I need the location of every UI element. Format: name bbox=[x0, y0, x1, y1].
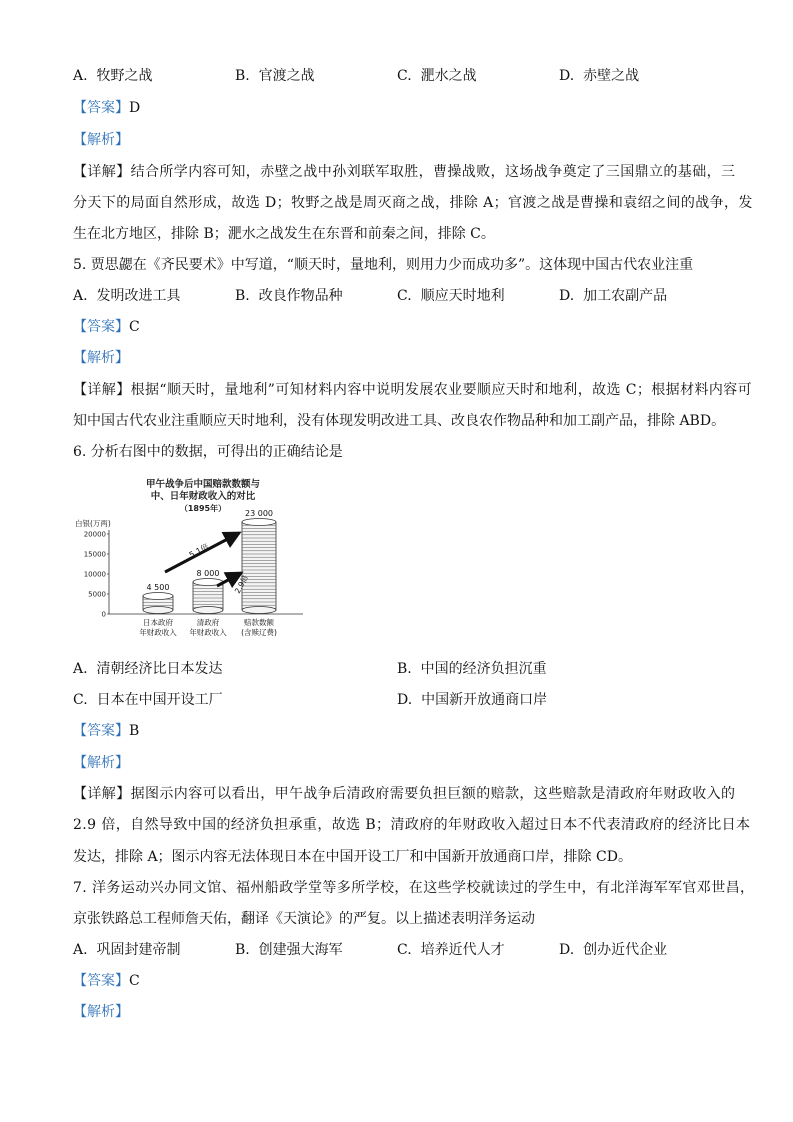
q4-option-a: A. 牧野之战 bbox=[73, 68, 153, 84]
q6-option-c: C. 日本在中国开设工厂 bbox=[73, 692, 223, 708]
q7-answer-label: 【答案】 bbox=[73, 973, 129, 989]
chart-value-label: 8 000 bbox=[196, 569, 220, 578]
q4-answer bbox=[73, 99, 140, 117]
q6-stem: 6. 分析右图中的数据，可得出的正确结论是 bbox=[73, 444, 343, 460]
q5-option-b-text: 改良作物品种 bbox=[258, 288, 343, 304]
chart-y-tick-label: 20000 bbox=[83, 530, 106, 539]
chart-title bbox=[146, 478, 261, 513]
chart-annotation-5-1: 5.1倍 bbox=[187, 542, 211, 560]
q6-option-a-text: 清朝经济比日本发达 bbox=[96, 661, 223, 677]
q7-answer-value: C bbox=[129, 973, 140, 989]
q5-analysis-label: 【解析】 bbox=[73, 350, 129, 366]
q5-stem: 5. 贾思勰在《齐民要术》中写道，“顺天时，量地利，则用力少而成功多”。这体现中国古代农业注重 bbox=[73, 257, 694, 273]
q4-analysis-label: 【解析】 bbox=[73, 132, 129, 148]
q4-option-a-text: 牧野之战 bbox=[96, 68, 153, 84]
chart-category-labels bbox=[139, 617, 277, 637]
q4-option-b-text: 官渡之战 bbox=[258, 68, 315, 84]
indemnity-chart bbox=[73, 478, 313, 646]
q6-option-a: A. 清朝经济比日本发达 bbox=[73, 661, 223, 677]
q5-answer bbox=[73, 318, 140, 336]
q4-option-d-text: 赤壁之战 bbox=[583, 68, 640, 84]
q5-answer-label: 【答案】 bbox=[73, 319, 129, 335]
q7-option-c-text: 培养近代人才 bbox=[420, 942, 505, 958]
chart-value-label: 4 500 bbox=[146, 583, 170, 592]
q5-detail-line-2: 知中国古代农业注重顺应天时地利，没有体现发明改进工具、改良农作物品种和加工副产品，排除 ABD。 bbox=[73, 413, 726, 429]
chart-y-tick-label: 5000 bbox=[88, 590, 106, 599]
q4-option-c: C. 淝水之战 bbox=[397, 68, 477, 84]
q7-analysis-label: 【解析】 bbox=[73, 1004, 129, 1020]
q7-option-d-text: 创办近代企业 bbox=[583, 942, 668, 958]
q6-answer-label: 【答案】 bbox=[73, 723, 129, 739]
chart-value-label: 23 000 bbox=[245, 509, 273, 518]
q4-option-d: D. 赤壁之战 bbox=[559, 68, 640, 84]
chart-bar-bottom bbox=[143, 607, 173, 614]
q7-option-a: A. 巩固封建帝制 bbox=[73, 942, 181, 958]
q7-option-a-text: 巩固封建帝制 bbox=[96, 942, 181, 958]
q7-stem-line-2: 京张铁路总工程师詹天佑，翻译《天演论》的严复。以上描述表明洋务运动 bbox=[73, 911, 535, 927]
chart-title-line: 甲午战争后中国赔款数额与 bbox=[145, 479, 261, 490]
q5-option-c: C. 顺应天时地利 bbox=[397, 288, 505, 304]
q5-option-c-text: 顺应天时地利 bbox=[420, 288, 505, 304]
q6-analysis-label: 【解析】 bbox=[73, 755, 129, 771]
q4-option-c-text: 淝水之战 bbox=[420, 68, 477, 84]
q7-option-d: D. 创办近代企业 bbox=[559, 942, 668, 958]
q6-option-c-text: 日本在中国开设工厂 bbox=[96, 692, 223, 708]
q6-detail-line-2: 2.9 倍，自然导致中国的经济负担承重，故选 B；清政府的年财政收入超过日本不代表清政府的经济比日本 bbox=[73, 817, 751, 833]
chart-bar bbox=[242, 519, 276, 614]
chart-category-label: 清政府 bbox=[196, 618, 220, 627]
q4-detail-line-1: 【详解】结合所学内容可知，赤壁之战中孙刘联军取胜，曹操战败，这场战争奠定了三国鼎立的基础，三 bbox=[73, 164, 736, 180]
q7-option-b-text: 创建强大海军 bbox=[258, 942, 343, 958]
chart-category-label: 年财政收入 bbox=[189, 628, 227, 637]
chart-bar-bottom bbox=[193, 607, 223, 614]
q4-detail-line-3: 生在北方地区，排除 B；淝水之战发生在东晋和前秦之间，排除 C。 bbox=[73, 226, 495, 242]
chart-category-label: 年财政收入 bbox=[139, 628, 177, 637]
chart-bar-top bbox=[242, 519, 276, 526]
chart-bar-body bbox=[242, 522, 276, 610]
q5-option-d-text: 加工农副产品 bbox=[583, 288, 668, 304]
q7-option-b: B. 创建强大海军 bbox=[235, 942, 343, 958]
chart-category-label: (含赎辽费) bbox=[241, 628, 277, 637]
chart-bar bbox=[143, 593, 173, 614]
chart-category-label: 赔款数额 bbox=[244, 618, 274, 627]
q6-option-b: B. 中国的经济负担沉重 bbox=[397, 661, 547, 677]
q5-option-b: B. 改良作物品种 bbox=[235, 288, 343, 304]
chart-y-tick-label: 15000 bbox=[83, 550, 106, 559]
q6-answer-value: B bbox=[129, 723, 140, 739]
q7-answer bbox=[73, 972, 140, 990]
q5-answer-value: C bbox=[129, 319, 140, 335]
chart-bar-bottom bbox=[242, 607, 276, 614]
chart-category-label: 日本政府 bbox=[143, 618, 173, 627]
q4-option-b: B. 官渡之战 bbox=[235, 68, 315, 84]
q6-answer bbox=[73, 722, 139, 740]
chart-y-tick-label: 10000 bbox=[83, 570, 106, 579]
chart-bars bbox=[143, 509, 276, 614]
q7-option-c: C. 培养近代人才 bbox=[397, 942, 505, 958]
chart-bar-top bbox=[143, 593, 173, 600]
q6-option-d-text: 中国新开放通商口岸 bbox=[421, 692, 548, 708]
q4-answer-label: 【答案】 bbox=[73, 100, 129, 116]
q6-detail-line-3: 发达，排除 A；图示内容无法体现日本在中国开设工厂和中国新开放通商口岸，排除 CD。 bbox=[73, 849, 632, 865]
chart-title-line: 中、日年财政收入的对比 bbox=[150, 491, 256, 502]
q5-option-a-text: 发明改进工具 bbox=[96, 288, 181, 304]
chart-title-line: （1895年） bbox=[179, 504, 227, 513]
chart-annotation-2-9: 2.9倍 bbox=[232, 573, 250, 595]
q5-option-a: A. 发明改进工具 bbox=[73, 288, 181, 304]
q5-detail-line-1: 【详解】根据“顺天时，量地利”可知材料内容中说明发展农业要顺应天时和地利，故选 C；根据材料内容可 bbox=[73, 382, 753, 398]
q6-detail-line-1: 【详解】据图示内容可以看出，甲午战争后清政府需要负担巨额的赔款，这些赔款是清政府年财政收入的 bbox=[73, 786, 736, 802]
q6-option-b-text: 中国的经济负担沉重 bbox=[420, 661, 547, 677]
chart-y-tick-label: 0 bbox=[101, 610, 106, 619]
q7-stem-line-1: 7. 洋务运动兴办同文馆、福州船政学堂等多所学校，在这些学校就读过的学生中，有北洋海军军官邓世昌， bbox=[73, 880, 755, 896]
q6-option-d: D. 中国新开放通商口岸 bbox=[397, 692, 548, 708]
q4-answer-value: D bbox=[129, 100, 141, 116]
q5-option-d: D. 加工农副产品 bbox=[559, 288, 668, 304]
q4-detail-line-2: 分天下的局面自然形成，故选 D；牧野之战是周灭商之战，排除 A；官渡之战是曹操和袁绍之间的战争，发 bbox=[73, 195, 753, 211]
chart-y-label: 白银(万两) bbox=[75, 519, 111, 528]
